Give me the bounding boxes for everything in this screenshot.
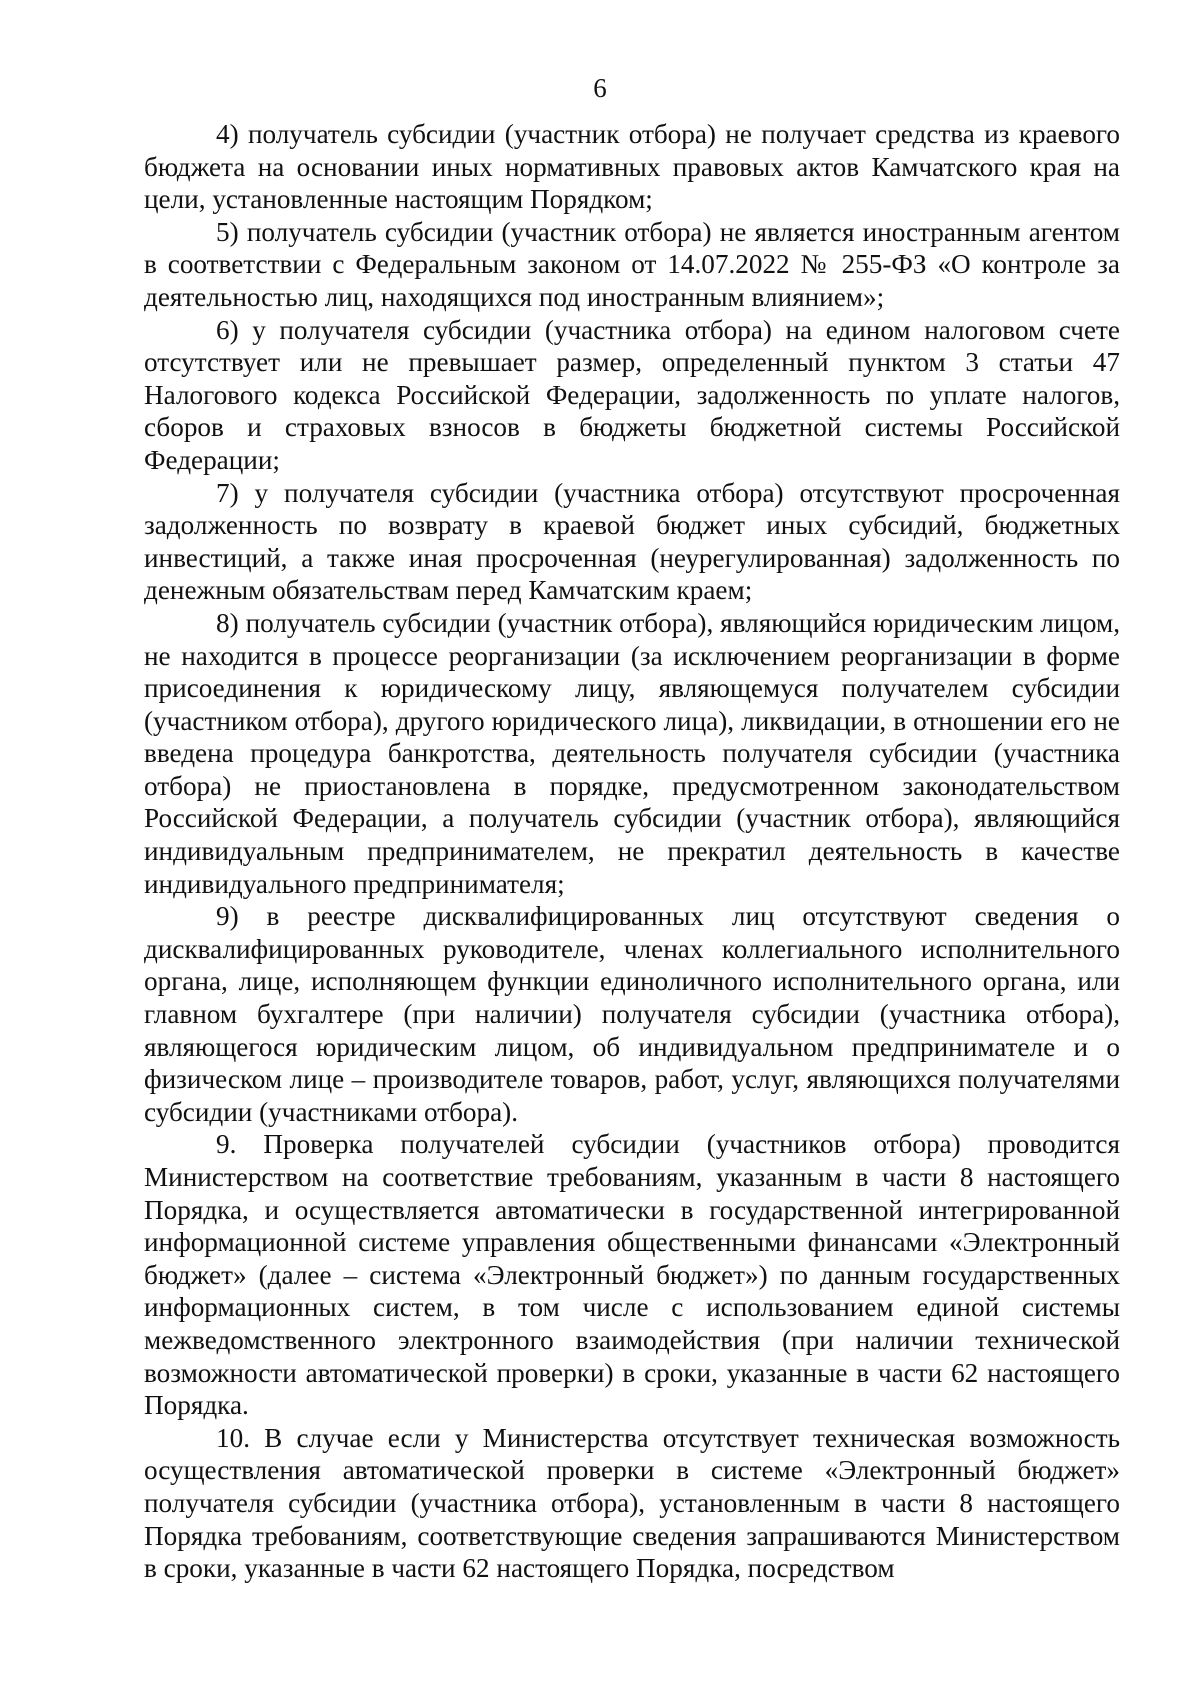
page-number: 6 xyxy=(593,73,607,103)
paragraph-item-5: 5) получатель субсидии (участник отбора) не является иностранным агентом в соответствии с Федеральным законом от 14.07.2022 № 255-ФЗ «О контроле за деятельностью лиц, находящихся под иностранным влиянием»; xyxy=(144,216,1120,312)
document-body xyxy=(144,118,1120,1585)
paragraph-item-8: 8) получатель субсидии (участник отбора), являющийся юридическим лицом, не находится в процессе реорганизации (за исключением реорганизации в форме присоединения к юридическому лицу, являющемуся получателем субсидии (участником отбора), другого юридического лица), ликвидации, в отношении его не введена процедура банкротства, деятельность получателя субсидии (участника отбора) не приостановлена в порядке, предусмотренном законодательством Российской Федерации, а получатель субсидии (участник отбора), являющийся индивидуальным предпринимателем, не прекратил деятельность в качестве индивидуального предпринимателя; xyxy=(144,607,1120,899)
paragraph-part-10: 10. В случае если у Министерства отсутствует техническая возможность осуществления автоматической проверки в системе «Электронный бюджет» получателя субсидии (участника отбора), установленным в части 8 настоящего Порядка требованиям, соответствующие сведения запрашиваются Министерством в сроки, указанные в части 62 настоящего Порядка, посредством xyxy=(144,1422,1120,1584)
paragraph-item-9: 9) в реестре дисквалифицированных лиц отсутствуют сведения о дисквалифицированных руководителе, членах коллегиального исполнительного органа, лице, исполняющем функции единоличного исполнительного органа, или главном бухгалтере (при наличии) получателя субсидии (участника отбора), являющегося юридическим лицом, об индивидуальном предпринимателе и о физическом лице – производителе товаров, работ, услуг, являющихся получателями субсидии (участниками отбора). xyxy=(144,901,1120,1127)
paragraph-item-4: 4) получатель субсидии (участник отбора) не получает средства из краевого бюджета на основании иных нормативных правовых актов Камчатского края на цели, установленные настоящим Порядком; xyxy=(144,119,1120,215)
paragraph-item-6: 6) у получателя субсидии (участника отбора) на едином налоговом счете отсутствует или не превышает размер, определенный пунктом 3 статьи 47 Налогового кодекса Российской Федерации, задолженность по уплате налогов, сборов и страховых взносов в бюджеты бюджетной системы Российской Федерации; xyxy=(144,314,1120,475)
paragraph-item-7: 7) у получателя субсидии (участника отбора) отсутствуют просроченная задолженность по возврату в краевой бюджет иных субсидий, бюджетных инвестиций, а также иная просроченная (неурегулированная) задолженность по денежным обязательствам перед Камчатским краем; xyxy=(144,477,1120,606)
paragraph-part-9: 9. Проверка получателей субсидии (участников отбора) проводится Министерством на соответствие требованиям, указанным в части 8 настоящего Порядка, и осуществляется автоматически в государственной интегрированной информационной системе управления общественными финансами «Электронный бюджет» (далее – система «Электронный бюджет») по данным государственных информационных систем, в том числе с использованием единой системы межведомственного электронного взаимодействия (при наличии технической возможности автоматической проверки) в сроки, указанные в части 62 настоящего Порядка. xyxy=(144,1129,1120,1421)
